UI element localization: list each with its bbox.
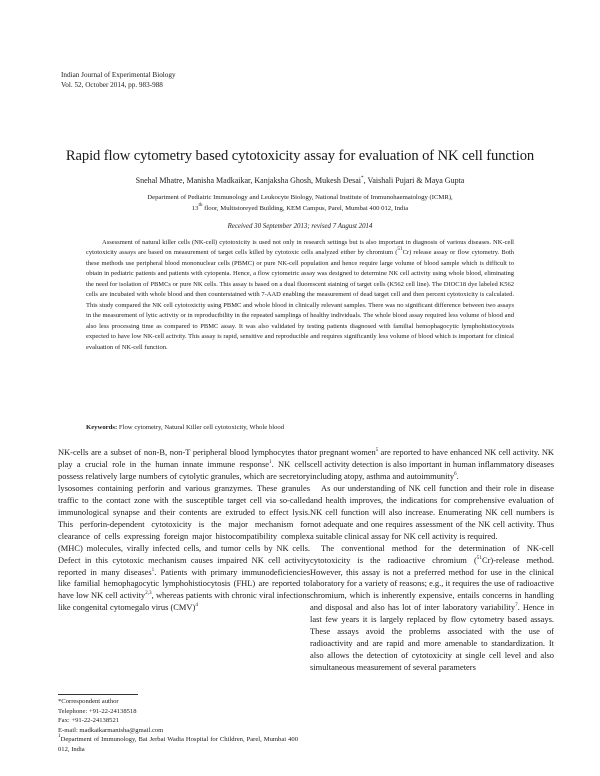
paragraph: The conventional method for the determination of NK-cell cytotoxicity is the radioactive chromium ($^{51}$Cr)-release method. However, this assay is not a preferred method for use in the clinical laboratory for a variety of reasons; e.g., it requires the use of radioactive chromium, which is inherently expensive, entails concerns in handling and disposal and also has lot of inter laboratory variability$^7$. Hence in last few years it is largely replaced by flow cytometry based assays. These assays avoid the problems associated with the use of radioactivity and are rapid and more amenable to standardization. It also allows the detection of cytotoxicity at single cell level and also simultaneous measurement of several parameters	[310, 542, 554, 673]
affiliation	[70, 193, 530, 214]
footnote	[58, 697, 298, 755]
author-list	[30, 176, 570, 185]
body-column-right	[310, 447, 554, 674]
journal-volume: Vol. 52, October 2014, pp. 983-988	[61, 81, 163, 89]
authors-rest: , Vaishali Pujari & Maya Gupta	[363, 176, 465, 185]
department-note: $^1$Department of Immunology, Bai Jerbai Wadia Hospital for Children, Parel, Mumbai 400 012, India	[58, 733, 298, 753]
email[interactable]: E-mail: madkaikarmanisha@gmail.com	[58, 726, 164, 734]
abstract: Assessment of natural killer cells (NK-cell) cytotoxicity is used not only in research settings but is also important in diagnosis of various diseases. NK-cell cytotoxicity assays are based on measurement of target cells killed by cytotoxic cells analyzed either by chromium ($^{51}$Cr) release assay or flow cytometry. Both these methods use peripheral blood mononuclear cells (PBMC) or pure NK-cell population and hence require large volume of blood sample which is difficult to obtain in pediatric patients and patients with cytopenia. Hence, a flow cytometric assay was designed to determine NK cell activity using whole blood, eliminating the need for isolation of PBMCs or pure NK cells. This assay is based on a dual fluorescent staining of target cells (K562 cell line). The DIOC18 dye labeled K562 cells are incubated with whole blood and then counterstained with 7-AAD enabling the measurement of dead target cell and then percent cytotoxicity is calculated. This study compared the NK cell cytotoxicity using PBMC and whole blood in clinically relevant samples. There was no significant difference between two assays in the measurement of lytic activity or in reproducibility in the repeated samplings of healthy individuals. The whole blood assay required less volume of blood and also less processing time as compared to PBMC assay. It was also validated by testing patients diagnosed with familial hemophagocytic lymphohistiocytosis expected to have low NK-cell activity. This assay is rapid, sensitive and reproducible and requires significantly less volume of blood which is important for clinical evaluation of NK-cell function.	[86, 239, 515, 351]
body-column-left	[58, 447, 310, 614]
paragraph: NK-cells are a subset of non-B, non-T peripheral blood lymphocytes that play a crucial role in the human innate immune response$^1$. NK cells possess relatively large numbers of cytolytic granules, which are secretory lysosomes containing perforin and various granzymes. These granules traffic to the contact zone with the susceptible target cell via so-called immunological synapse and their contents are extruded to effect lysis. This perforin-dependent cytotoxicity is the major mechanism for clearance of cells expressing foreign major histocompatibility complex (MHC) molecules, virally infected cells, and tumor cells by NK cells. Defect in this cytotoxic mechanism causes impaired NK cell activity reported in many diseases$^1$. Patients with primary immunodeficiencies like familial hemophagocytic lymphohistiocytosis (FHL) are reported to have low NK cell activity$^{2,3}$, whereas patients with chronic viral infections like congenital cytomegalo virus (CMV)$^4$	[58, 447, 311, 613]
article-title: Rapid flow cytometry based cytotoxicity assay for evaluation of NK cell function	[65, 148, 535, 164]
correspondent-author: *Correspondent author	[58, 698, 119, 705]
affiliation-line1: Department of Pediatric Immunology and Leukocyte Biology, National Institute of Immunohaematology (ICMR),	[147, 194, 453, 201]
telephone: Telephone: +91-22-24138518	[58, 707, 137, 715]
paragraph: or pregnant women$^5$ are reported to have enhanced NK cell activity. NK cell activity detection is also important in human inflammatory diseases including atopy, asthma and autoimmunity$^6$.	[310, 447, 555, 481]
fax: Fax: +91-22-24138521	[58, 717, 120, 725]
keywords-label: Keywords:	[86, 424, 118, 431]
footnote-divider	[58, 694, 138, 695]
keywords	[86, 424, 514, 431]
authors-first: Snehal Mhatre, Manisha Madkaikar, Kanjaksha Ghosh, Mukesh Desai	[135, 176, 362, 185]
received-date: Received 30 September 2013; revised 7 August 2014	[227, 223, 373, 230]
keywords-text: Flow cytometry, Natural Killer cell cytotoxicity, Whole blood	[117, 424, 285, 431]
corresponding-mark: *	[361, 175, 364, 181]
affiliation-line2: 13th floor, Multistoreyed Building, KEM Campus, Parel, Mumbai 400 012, India	[191, 201, 409, 212]
journal-header	[61, 70, 176, 90]
journal-name: Indian Journal of Experimental Biology	[61, 71, 176, 79]
paragraph: As our understanding of NK cell function and their role in disease and health improves, the indications for comprehensive evaluation of NK cell function will also increase. Enumerating NK cell numbers is not adequate and one requires assessment of the NK cell activity. Thus a suitable clinical assay for NK cell activity is required.	[310, 482, 554, 541]
